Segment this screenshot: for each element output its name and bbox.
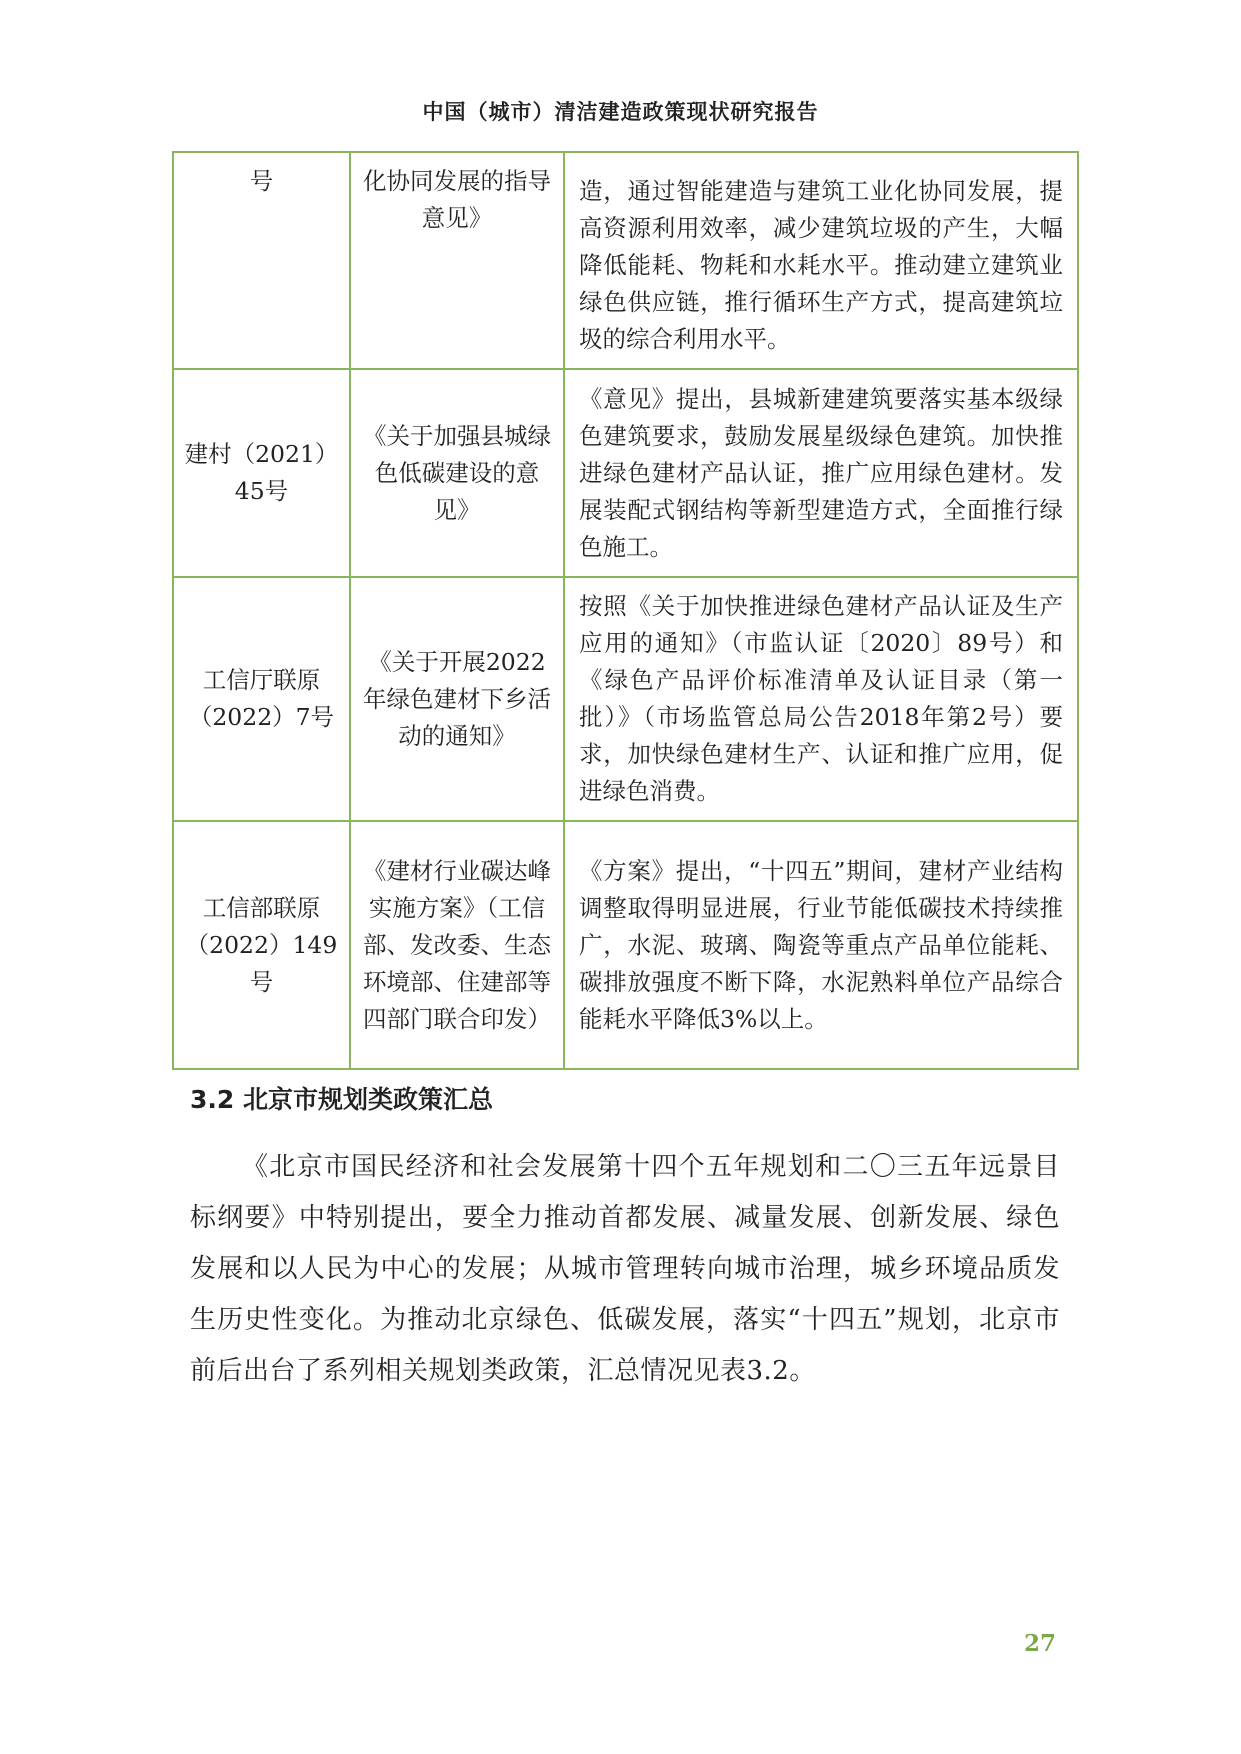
running-header: 中国（城市）清洁建造政策现状研究报告 <box>422 100 819 124</box>
section-heading: 3.2 北京市规划类政策汇总 <box>190 1085 493 1114</box>
policy-title: 《关于开展2022年绿色建材下乡活动的通知》 <box>363 647 551 750</box>
policy-content: 按照《关于加快推进绿色建材产品认证及生产应用的通知》（市监认证〔2020〕89号）和《绿色产品评价标准清单及认证目录（第一批）》（市场监管总局公告2018年第2号）要求，加快绿色建材生产、认证和推广应用，促进绿色消费。 <box>579 592 1063 805</box>
doc-number: 号 <box>249 167 274 195</box>
policy-title: 化协同发展的指导意见》 <box>363 167 551 232</box>
doc-number-cell <box>173 152 350 369</box>
policy-table <box>172 151 1079 1070</box>
table-row <box>173 152 1078 369</box>
table-row <box>173 821 1078 1069</box>
policy-content: 《方案》提出，“十四五”期间，建材产业结构调整取得明显进展，行业节能低碳技术持续推广，水泥、玻璃、陶瓷等重点产品单位能耗、碳排放强度不断下降，水泥熟料单位产品综合能耗水平降低3%以上。 <box>579 856 1063 1033</box>
policy-content-cell <box>564 152 1078 369</box>
doc-number-cell <box>173 577 350 821</box>
doc-number-cell <box>173 821 350 1069</box>
doc-number-cell <box>173 369 350 577</box>
policy-title-cell <box>350 577 564 821</box>
policy-title-cell <box>350 821 564 1069</box>
doc-number: 建村（2021）45号 <box>184 440 339 505</box>
page-number: 27 <box>1024 1630 1057 1657</box>
policy-content-cell <box>564 369 1078 577</box>
table-row <box>173 577 1078 821</box>
policy-content-cell <box>564 821 1078 1069</box>
policy-content: 《意见》提出，县城新建建筑要落实基本级绿色建筑要求，鼓励发展星级绿色建筑。加快推进绿色建材产品认证，推广应用绿色建材。发展装配式钢结构等新型建造方式，全面推行绿色施工。 <box>579 384 1063 561</box>
doc-number: 工信厅联原（2022）7号 <box>188 666 335 731</box>
policy-title-cell <box>350 369 564 577</box>
policy-content-cell <box>564 577 1078 821</box>
body-paragraph: 《北京市国民经济和社会发展第十四个五年规划和二〇三五年远景目标纲要》中特别提出，要全力推动首都发展、减量发展、创新发展、绿色发展和以人民为中心的发展；从城市管理转向城市治理，城乡环境品质发生历史性变化。为推动北京绿色、低碳发展，落实“十四五”规划，北京市前后出台了系列相关规划类政策，汇总情况见表3.2。 <box>190 1152 1060 1386</box>
policy-content: 造，通过智能建造与建筑工业化协同发展，提高资源利用效率，减少建筑垃圾的产生，大幅降低能耗、物耗和水耗水平。推动建立建筑业绿色供应链，推行循环生产方式，提高建筑垃圾的综合利用水平。 <box>579 177 1063 353</box>
policy-title: 《关于加强县城绿色低碳建设的意见》 <box>363 421 551 524</box>
table-row <box>173 369 1078 577</box>
policy-title-cell <box>350 152 564 369</box>
doc-number: 工信部联原（2022）149号 <box>185 893 338 996</box>
policy-title: 《建材行业碳达峰实施方案》（工信部、发改委、生态环境部、住建部等四部门联合印发） <box>363 856 551 1033</box>
